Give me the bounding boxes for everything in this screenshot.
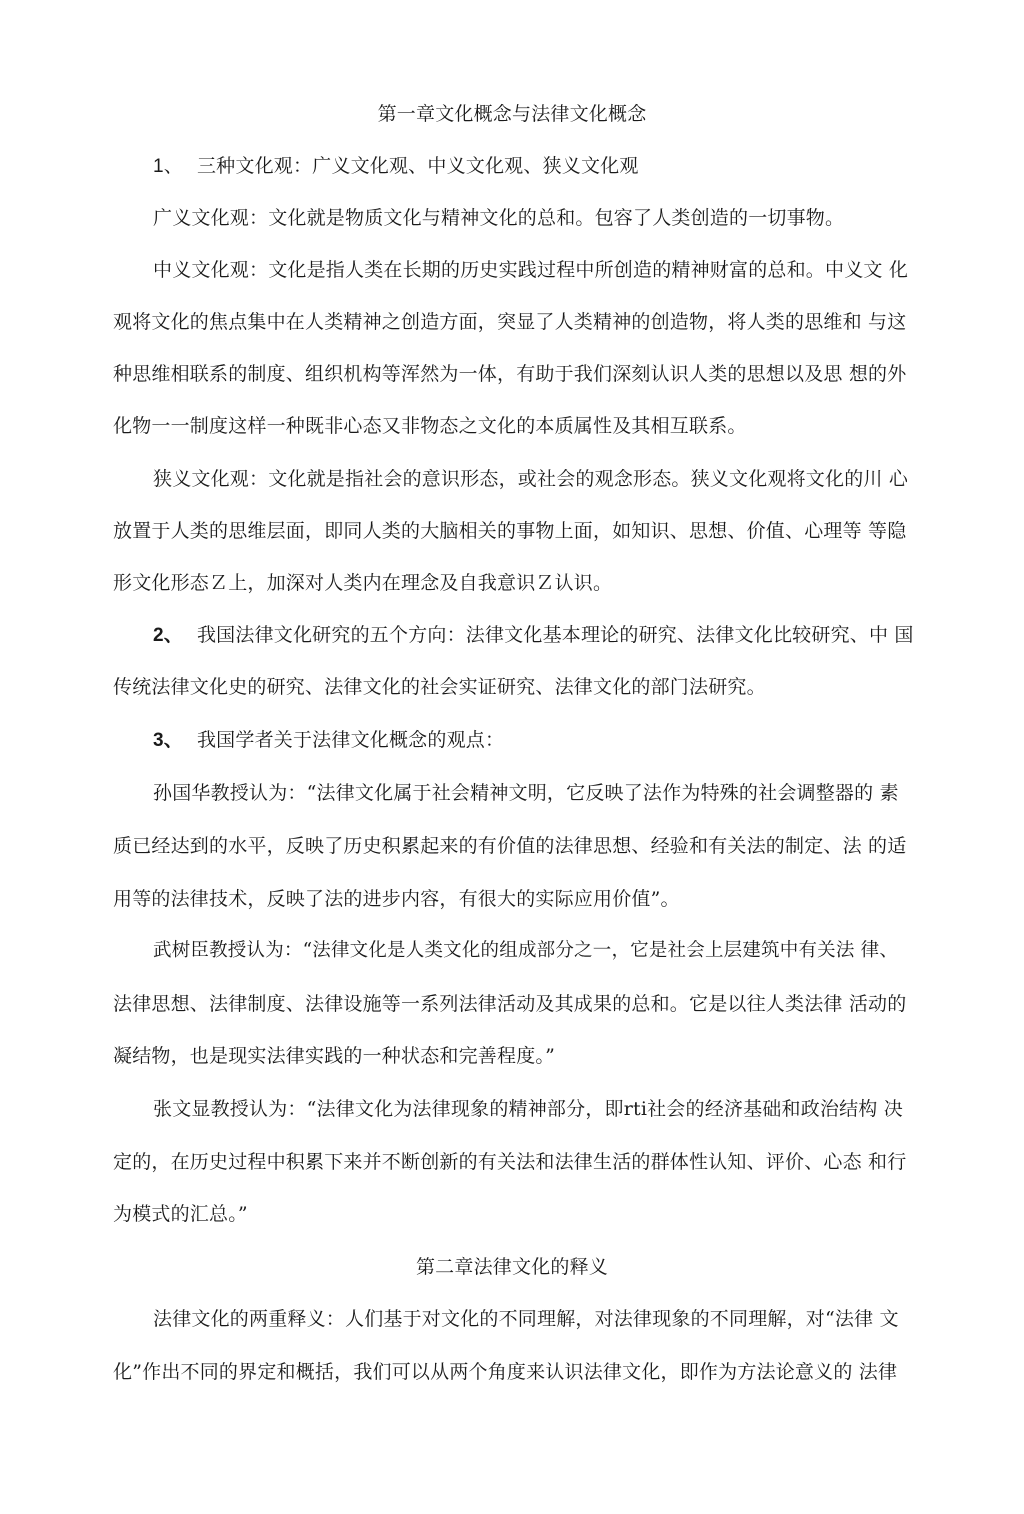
paragraph-narrow-culture-line-1: 狭义文化观：文化就是指社会的意识形态，或社会的观念形态。狭义文化观将文化的川 心 [153, 468, 909, 490]
item-3-number: 3、 [153, 730, 183, 751]
paragraph-middle-culture-line-2: 观将文化的焦点集中在人类精神之创造方面，突显了人类精神的创造物，将人类的思维和 与这 [113, 311, 907, 333]
paragraph-sun-line-2: 质已经达到的水平，反映了历史积累起来的有价值的法律思想、经验和有关法的制定、法 的适 [113, 835, 907, 857]
chapter-1-title: 第一章文化概念与法律文化概念 [377, 103, 647, 125]
item-1-number: 1、 [153, 156, 183, 177]
paragraph-sun-line-1: 孙国华教授认为：“法律文化属于社会精神文明，它反映了法作为特殊的社会调整器的 素 [153, 782, 899, 804]
paragraph-zhang-line-1: 张文显教授认为：“法律文化为法律现象的精神部分，即rti社会的经济基础和政治结构 决 [153, 1098, 903, 1120]
paragraph-broad-culture: 广义文化观：文化就是物质文化与精神文化的总和。包容了人类创造的一切事物。 [153, 207, 845, 229]
item-1-text: 三种文化观：广义文化观、中义文化观、狭义文化观 [196, 155, 639, 177]
item-3-text: 我国学者关于法律文化概念的观点： [196, 729, 505, 751]
paragraph-sun-line-3: 用等的法律技术，反映了法的进步内容，有很大的实际应用价值”。 [113, 888, 680, 910]
paragraph-zhang-line-2: 定的，在历史过程中积累下来并不断创新的有关法和法律生活的群体性认知、评价、心态 和行 [113, 1151, 907, 1173]
item-2-line-2: 传统法律文化史的研究、法律文化的社会实证研究、法律文化的部门法研究。 [113, 676, 766, 698]
paragraph-dual-meaning-line-1: 法律文化的两重释义：人们基于对文化的不同理解，对法律现象的不同理解，对“法律 文 [153, 1308, 899, 1330]
paragraph-wu-line-2: 法律思想、法律制度、法律设施等一系列法律活动及其成果的总和。它是以往人类法律 活动的 [113, 993, 907, 1015]
paragraph-middle-culture-line-3: 种思维相联系的制度、组织机构等浑然为一体，有助于我们深刻认识人类的思想以及思 想的外 [113, 363, 907, 385]
item-2-line-1 [153, 622, 914, 649]
paragraph-middle-culture-line-1: 中义文化观：文化是指人类在长期的历史实践过程中所创造的精神财富的总和。中义文 化 [153, 259, 909, 281]
paragraph-wu-line-3: 凝结物，也是现实法律实践的一种状态和完善程度。” [113, 1045, 556, 1067]
chapter-2-title: 第二章法律文化的释义 [415, 1256, 608, 1278]
item-2-number: 2、 [153, 625, 183, 646]
paragraph-zhang-line-3: 为模式的汇总。” [113, 1203, 248, 1225]
item-1 [153, 153, 639, 180]
item-3 [153, 727, 504, 754]
paragraph-wu-line-1: 武树臣教授认为：“法律文化是人类文化的组成部分之一，它是社会上层建筑中有关法 律、 [153, 940, 899, 961]
paragraph-middle-culture-line-4: 化物一一制度这样一种既非心态又非物态之文化的本质属性及其相互联系。 [113, 415, 747, 437]
paragraph-narrow-culture-line-2: 放置于人类的思维层面，即同人类的大脑相关的事物上面，如知识、思想、价值、心理等 等隐 [113, 520, 907, 542]
paragraph-dual-meaning-line-2: 化”作出不同的界定和概括，我们可以从两个角度来认识法律文化，即作为方法论意义的 法律 [113, 1361, 898, 1383]
paragraph-narrow-culture-line-3: 形文化形态Ｚ上，加深对人类内在理念及自我意识Ｚ认识。 [113, 572, 613, 594]
item-2-text: 我国法律文化研究的五个方向：法律文化基本理论的研究、法律文化比较研究、中 国 [196, 624, 914, 646]
